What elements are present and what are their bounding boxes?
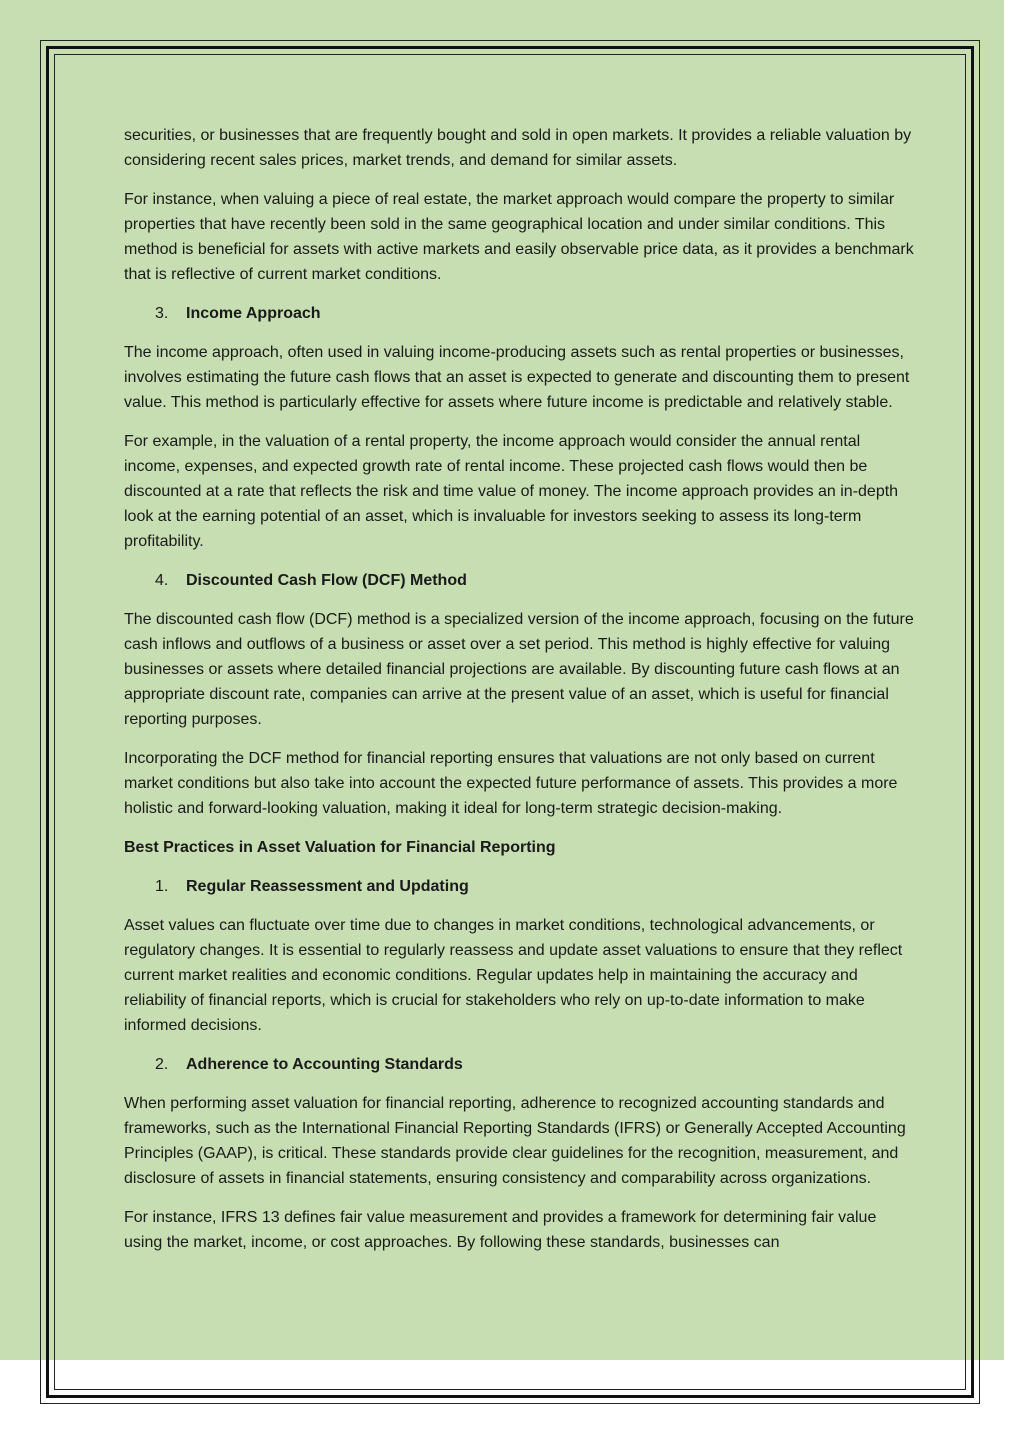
paragraph-accounting-standards: When performing asset valuation for financial reporting, adherence to recognized accounting standards and frameworks, such as the International Financial Reporting Standards (IFRS) or Generally Accepted Accounting Principles (GAAP), is critical. These standards provide clear guidelines for the recognition, measurement, and disclosure of assets in financial statements, ensuring consistency and comparability across organizations.: [124, 1095, 906, 1187]
paragraph-dcf-method: The discounted cash flow (DCF) method is a specialized version of the income approach, focusing on the future cash inflows and outflows of a business or asset over a set period. This method is highly effective for valuing businesses or assets where detailed financial projections are available. By discounting future cash flows at an appropriate discount rate, companies can arrive at the present value of an asset, which is useful for financial reporting purposes.: [124, 611, 914, 728]
paragraph-dcf-reporting: Incorporating the DCF method for financial reporting ensures that valuations are not only based on current market conditions but also take into account the expected future performance of assets. This provides a more holistic and forward-looking valuation, making it ideal for long-term strategic decision-making.: [124, 750, 898, 817]
paragraph-income-approach-example: For example, in the valuation of a rental property, the income approach would consider the annual rental income, expenses, and expected growth rate of rental income. These projected cash flows would then be discounted at a rate that reflects the risk and time value of money. The income approach provides an in-depth look at the earning potential of an asset, which is invaluable for investors seeking to assess its long-term profitability.: [124, 433, 899, 550]
heading-text: Income Approach: [186, 305, 321, 322]
heading-income-approach: [124, 301, 914, 326]
heading-regular-reassessment: [124, 874, 914, 899]
list-number: 1.: [155, 878, 169, 895]
heading-text: Adherence to Accounting Standards: [186, 1056, 463, 1073]
section-heading-best-practices: Best Practices in Asset Valuation for Financial Reporting: [124, 839, 556, 856]
paragraph-ifrs-example: For instance, IFRS 13 defines fair value measurement and provides a framework for determining fair value using the market, income, or cost approaches. By following these standards, businesses can: [124, 1209, 877, 1251]
list-number: 2.: [155, 1056, 169, 1073]
heading-text: Regular Reassessment and Updating: [186, 878, 469, 895]
document-body: [124, 123, 914, 1269]
list-number: 3.: [155, 305, 169, 322]
paragraph-income-approach: The income approach, often used in valuing income-producing assets such as rental properties or businesses, involves estimating the future cash flows that an asset is expected to generate and discounting them to present value. This method is particularly effective for assets where future income is predictable and relatively stable.: [124, 344, 910, 411]
heading-dcf-method: [124, 568, 914, 593]
heading-text: Discounted Cash Flow (DCF) Method: [186, 572, 467, 589]
paragraph-regular-reassessment: Asset values can fluctuate over time due to changes in market conditions, technological advancements, or regulatory changes. It is essential to regularly reassess and update asset valuations to ensure that they reflect current market realities and economic conditions. Regular updates help in maintaining the accuracy and reliability of financial reports, which is crucial for stakeholders who rely on up-to-date information to make informed decisions.: [124, 917, 903, 1034]
paragraph-market-approach-end: securities, or businesses that are frequently bought and sold in open markets. It provides a reliable valuation by considering recent sales prices, market trends, and demand for similar assets.: [124, 127, 912, 169]
paragraph-market-approach-example: For instance, when valuing a piece of real estate, the market approach would compare the property to similar properties that have recently been sold in the same geographical location and under similar conditions. This method is beneficial for assets with active markets and easily observable price data, as it provides a benchmark that is reflective of current market conditions.: [124, 191, 914, 283]
list-number: 4.: [155, 572, 169, 589]
heading-accounting-standards: [124, 1052, 914, 1077]
